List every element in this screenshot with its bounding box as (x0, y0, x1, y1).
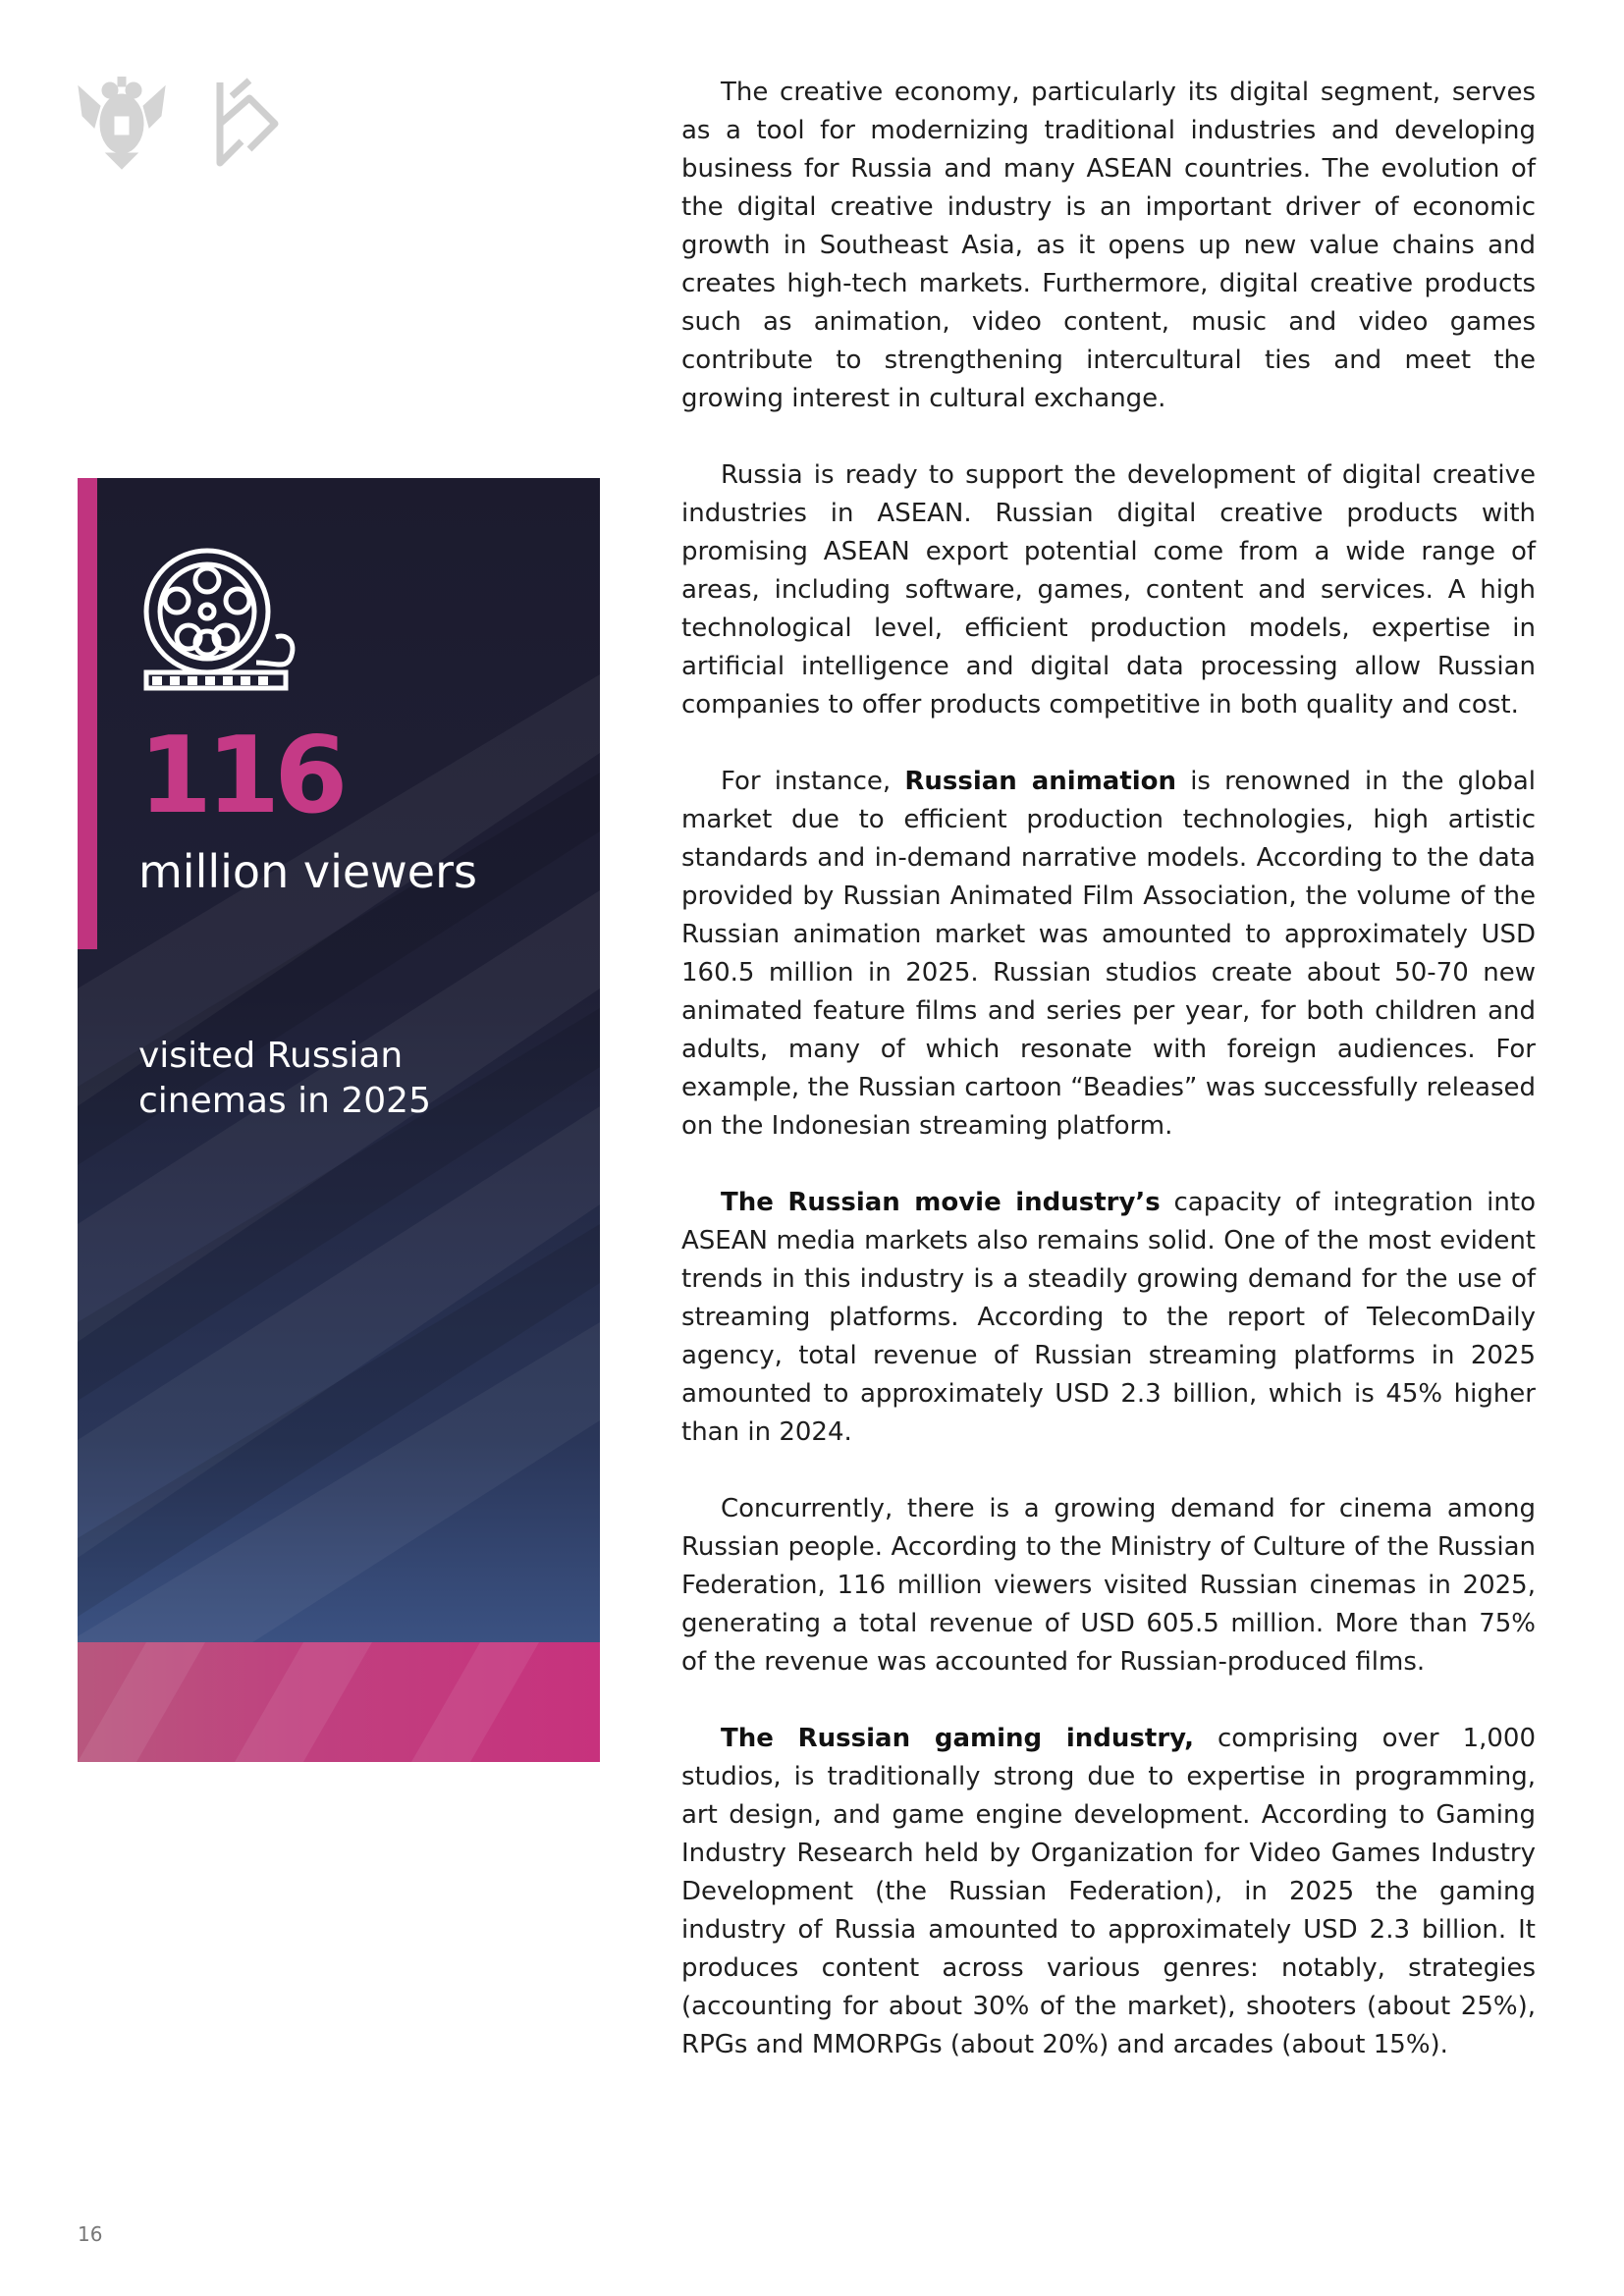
paragraph-text: is renowned in the global market due to efficient production technologies, high artistic standards and in-demand narrative models. According to the data provided by Russian Animated Film Association, the volume of the Russian animation market was amounted to approximately USD 160.5 million in 2025. Russian studios create about 50-70 new animated feature films and series per year, for both children and adults, many of which resonate with foreign audiences. For example, the Russian cartoon “Beadies” was successfully released on the Indonesian streaming platform. (681, 767, 1536, 1141)
paragraph (681, 456, 1536, 724)
paragraph-text: comprising over 1,000 studios, is traditionally strong due to expertise in programming, art design, and game engine development. According to Gaming Industry Research held by Organization for Video Games Industry Development (the Russian Federation), in 2025 the gaming industry of Russia amounted to approximately USD 2.3 billion. It produces content across various genres: notably, strategies (accounting for about 30% of the market), shooters (about 25%), RPGs and MMORPGs (about 20%) and arcades (about 15%). (681, 1724, 1536, 2059)
paragraph-text: capacity of integration into ASEAN media markets also remains solid. One of the most evident trends in this industry is a steadily growing demand for the use of streaming platforms. According to the report of TelecomDaily agency, total revenue of Russian streaming platforms in 2025 amounted to approximately USD 2.3 billion, which is 45% higher than in 2024. (681, 1188, 1536, 1447)
paragraph-text: Concurrently, there is a growing demand for cinema among Russian people. According to the Ministry of Culture of the Russian Federation, 116 million viewers visited Russian cinemas in 2025, generating a total revenue of USD 605.5 million. More than 75% of the revenue was accounted for Russian-produced films. (681, 1494, 1536, 1677)
paragraph-bold-lead: The Russian gaming industry, (721, 1724, 1194, 1753)
paragraph-lead: For instance, (721, 767, 905, 796)
stat-unit: million viewers (138, 845, 477, 898)
stat-sidebar (78, 478, 600, 1762)
paragraph (681, 1490, 1536, 1682)
chevron-logo (220, 80, 275, 163)
body-text (681, 74, 1536, 2103)
paragraph-bold-lead: The Russian movie industry’s (721, 1188, 1161, 1217)
accent-bar (78, 478, 97, 949)
paragraph-text: The creative economy, particularly its digital segment, serves as a tool for modernizing traditional industries and developing business for Russia and many ASEAN countries. The evolution of the digital creative industry is an important driver of economic growth in Southeast Asia, as it opens up new value chains and creates high-tech markets. Furthermore, digital creative products such as animation, video content, music and video games contribute to strengthening intercultural ties and meet the growing interest in cultural exchange. (681, 78, 1536, 413)
stat-description: visited Russian cinemas in 2025 (138, 1036, 431, 1121)
film-reel-icon (138, 547, 305, 692)
pink-band (78, 1642, 600, 1762)
paragraph-text: Russia is ready to support the development of digital creative industries in ASEAN. Russian digital creative products with promising ASEAN export potential come from a wide range of areas, including software, games, content and services. A high technological level, efficient production models, expertise in artificial intelligence and digital data processing allow Russian companies to offer products competitive in both quality and cost. (681, 460, 1536, 720)
page-number: 16 (78, 2222, 103, 2246)
paragraph (681, 74, 1536, 418)
paragraph (681, 1184, 1536, 1452)
stat-number: 116 (138, 715, 343, 837)
paragraph (681, 1720, 1536, 2064)
coat-of-arms-logo (79, 77, 165, 169)
header-logos (77, 77, 302, 171)
paragraph-bold-lead: Russian animation (904, 767, 1177, 796)
paragraph (681, 763, 1536, 1146)
